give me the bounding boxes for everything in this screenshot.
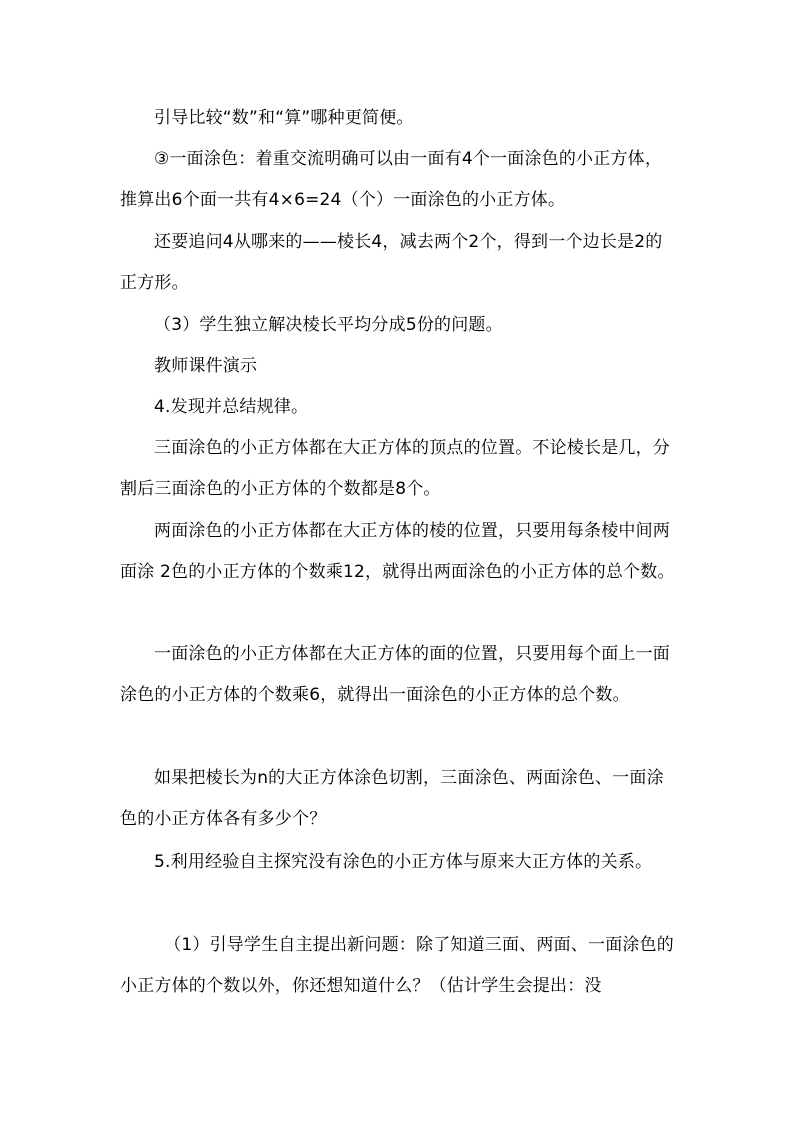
paragraph-three-face-rule: 三面涂色的小正方体都在大正方体的顶点的位置。不论棱长是几，分割后三面涂色的小正方体的个数都是8个。 <box>120 438 670 499</box>
paragraph-two-face-rule: 两面涂色的小正方体都在大正方体的棱的位置，只要用每条棱中间两面涂 2色的小正方体的个数乘12，就得出两面涂色的小正方体的总个数。 <box>120 521 675 582</box>
paragraph-n-edge-question: 如果把棱长为n的大正方体涂色切割，三面涂色、两面涂色、一面涂色的小正方体各有多少个？ <box>120 768 664 829</box>
paragraph-one-face-rule: 一面涂色的小正方体都在大正方体的面的位置，只要用每个面上一面涂色的小正方体的个数乘6，就得出一面涂色的小正方体的总个数。 <box>120 644 670 705</box>
paragraph-new-question: （1）引导学生自主提出新问题：除了知道三面、两面、一面涂色的小正方体的个数以外，你还想知道什么？（估计学生会提出：没 <box>120 935 675 996</box>
paragraph-teacher-demo: 教师课件演示 <box>154 356 258 376</box>
paragraph-summary-heading: 4.发现并总结规律。 <box>154 397 309 417</box>
paragraph-explore-uncolored: 5.利用经验自主探究没有涂色的小正方体与原来大正方体的关系。 <box>154 852 653 872</box>
paragraph-one-face-colored: ③一面涂色：着重交流明确可以由一面有4个一面涂色的小正方体，推算出6个面一共有4×6=24（个）一面涂色的小正方体。 <box>120 149 663 210</box>
paragraph-compare-methods: 引导比较“数”和“算”哪种更简便。 <box>154 108 414 128</box>
paragraph-follow-up-question: 还要追问4从哪来的——棱长4，减去两个2个，得到一个边长是2的正方形。 <box>120 232 663 293</box>
paragraph-independent-solve: （3）学生独立解决棱长平均分成5份的问题。 <box>154 315 503 335</box>
